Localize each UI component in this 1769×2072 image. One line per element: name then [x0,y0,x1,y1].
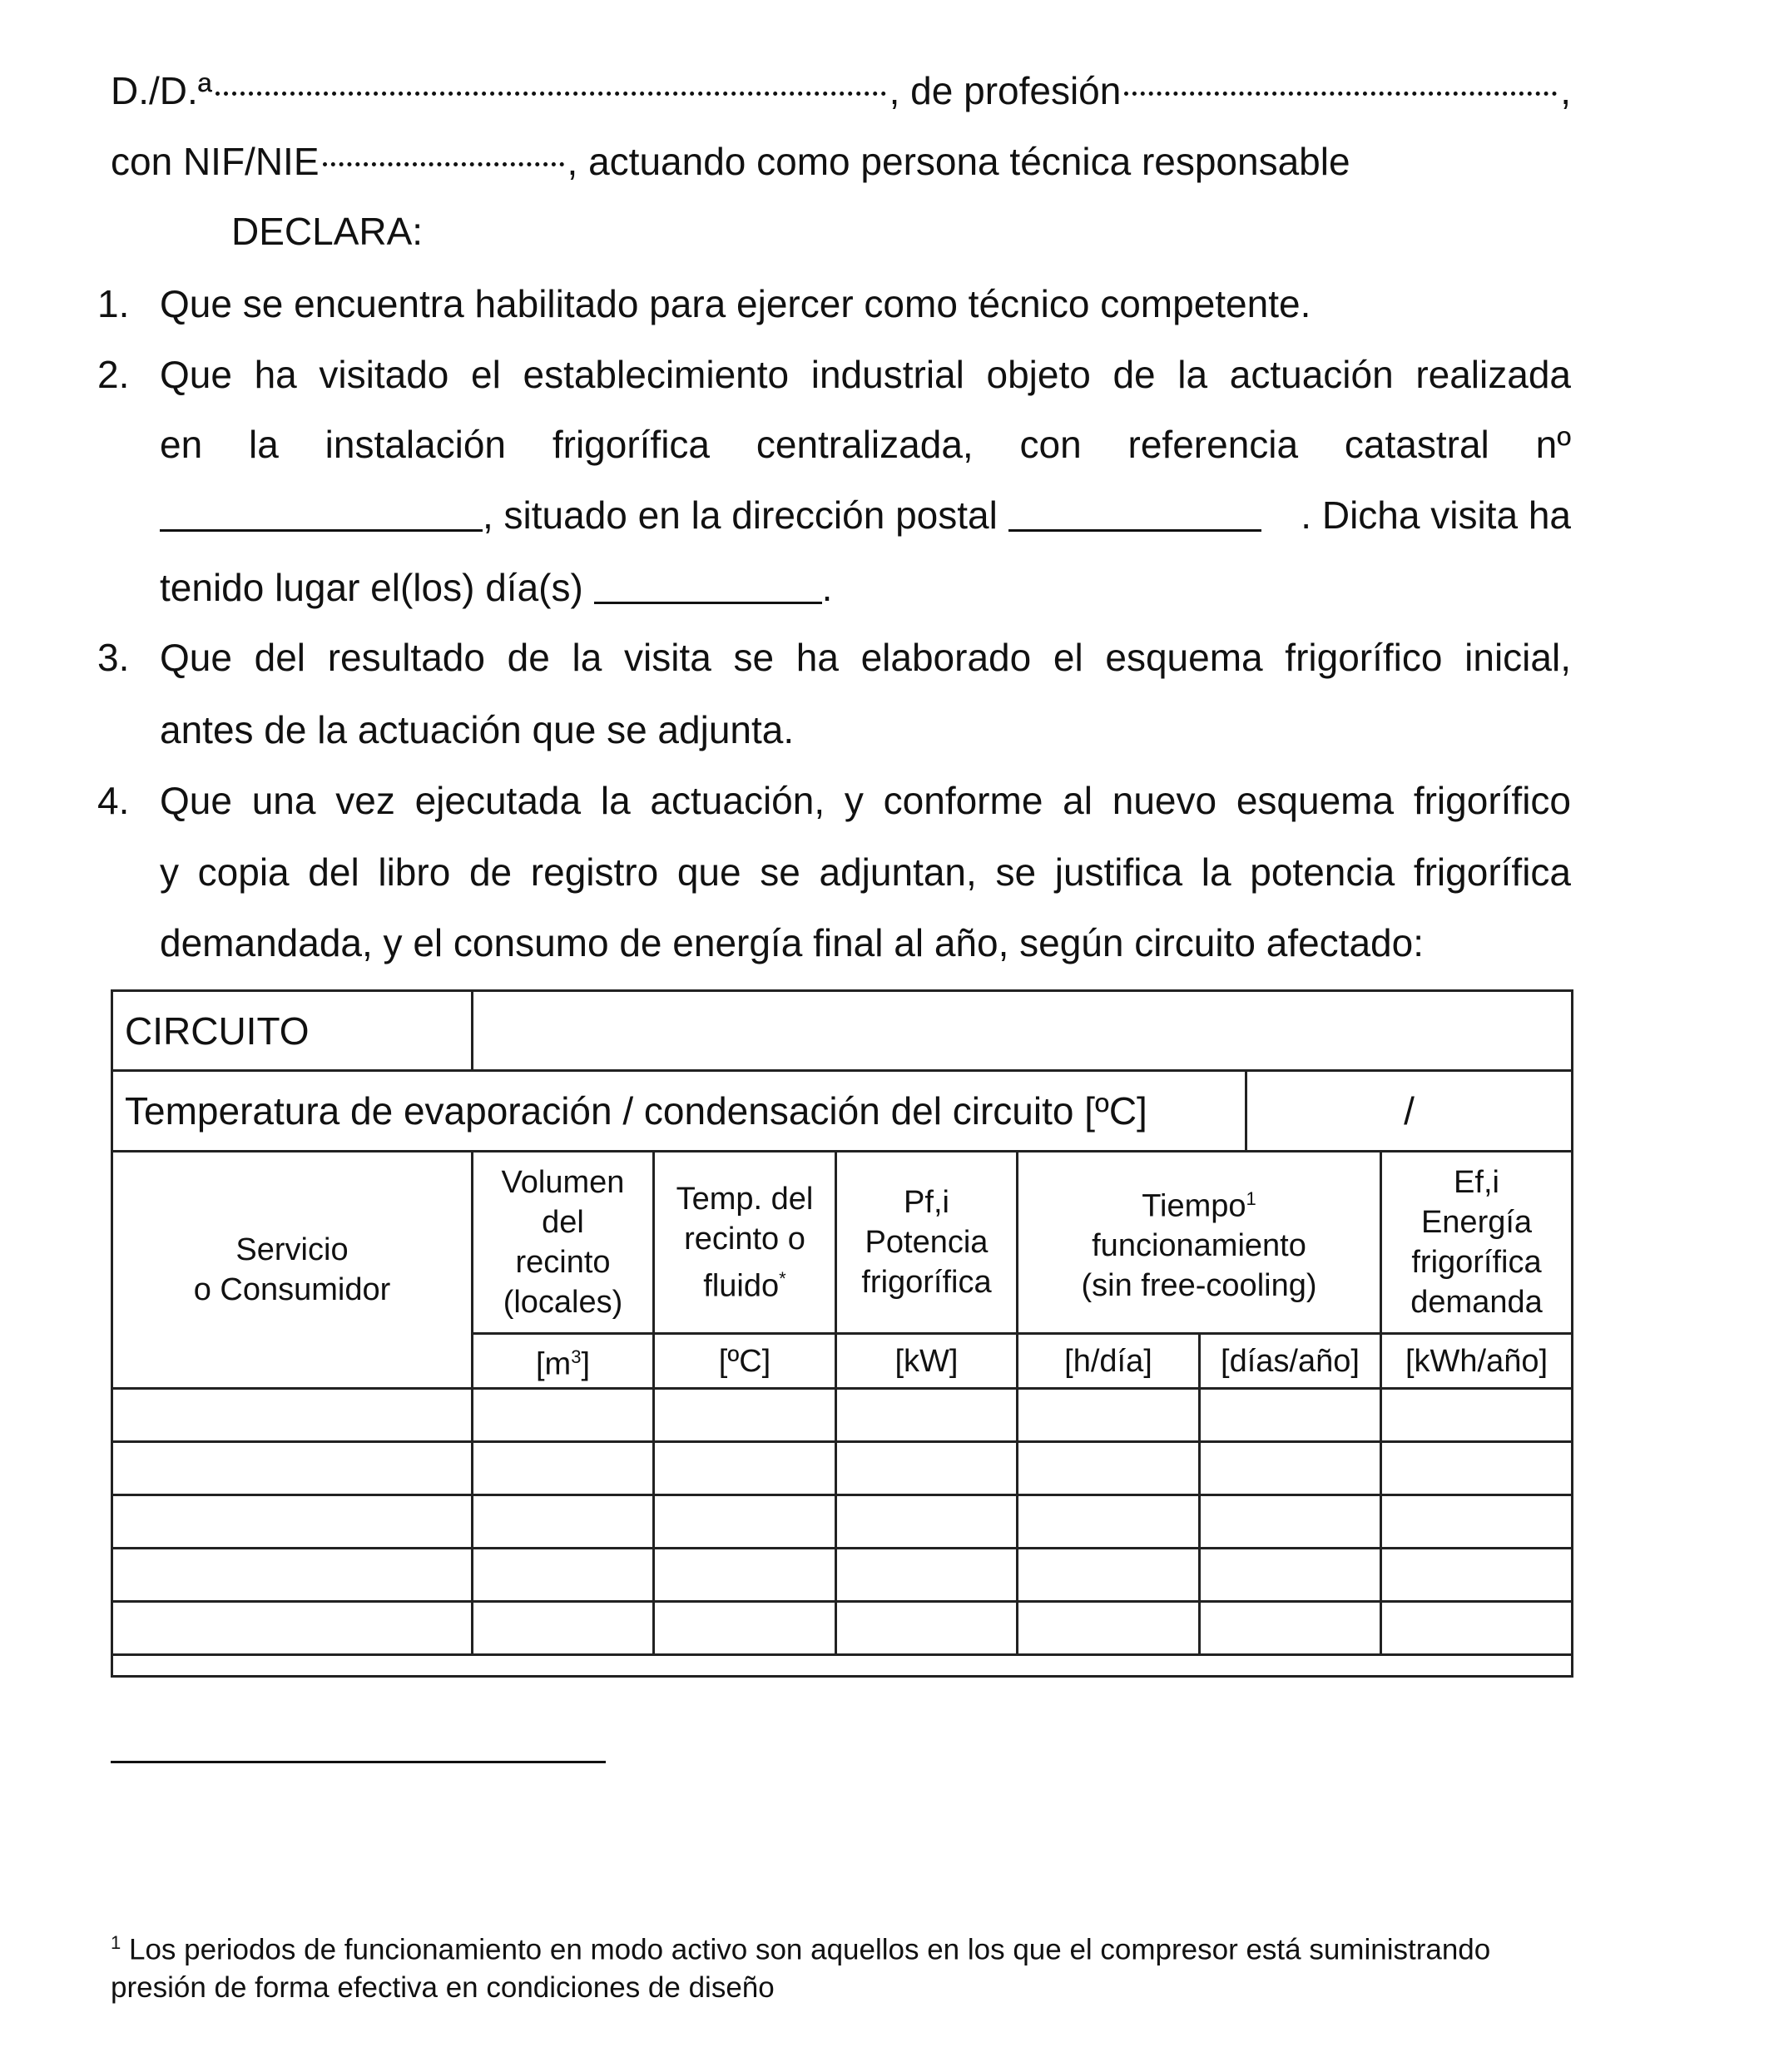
header-tiempo: Tiempo$^1$ funcionamiento (sin free-cooling) [1018,1152,1381,1334]
circuito-field[interactable] [473,991,1573,1071]
name-profession-line [111,55,1571,126]
table-cell[interactable] [654,1389,836,1442]
nif-field[interactable] [323,162,564,166]
table-cell[interactable] [112,1389,473,1442]
table-row [112,1549,1573,1602]
nif-line [111,126,1350,197]
item-number: 1. [97,282,130,325]
text: . Dicha visita ha [1301,493,1571,537]
table-cell[interactable] [473,1442,654,1495]
table-cell[interactable] [112,1602,473,1655]
unit-ef: [kWh/año] [1381,1334,1573,1389]
comma: , [1560,69,1571,112]
table-cell[interactable] [1381,1389,1573,1442]
table-row [112,1389,1573,1442]
temp-label: Temperatura de evaporación / condensación del circuito [ºC] [113,1072,1247,1150]
table-cell[interactable] [1018,1389,1200,1442]
unit-temp: [ºC] [654,1334,836,1389]
item-2-line [160,479,1571,551]
table-cell[interactable] [836,1495,1018,1549]
name-field[interactable] [216,92,886,96]
table-cell[interactable] [654,1602,836,1655]
table-cell[interactable] [654,1549,836,1602]
item-2-line: en la instalación frigorífica centralizada, con referencia catastral nº [160,423,1571,466]
table-cell[interactable] [473,1602,654,1655]
footnote: $^1$ Los periodos de funcionamiento en modo activo son aquellos en los que el compresor está suministrando presión de forma efectiva en condiciones de diseño [111,1932,1491,2004]
circuito-label: CIRCUITO [112,991,473,1071]
table-cell[interactable] [654,1495,836,1549]
address-field[interactable] [1008,529,1261,532]
item-2-line: Que ha visitado el establecimiento industrial objeto de la actuación realizada [160,353,1571,396]
nif-label: con NIF/NIE [111,140,320,183]
table-cell[interactable] [1200,1442,1381,1495]
unit-dias: [días/año] [1200,1334,1381,1389]
table-cell[interactable] [836,1549,1018,1602]
table-cell[interactable] [1018,1442,1200,1495]
table-cell[interactable] [112,1495,473,1549]
profession-field[interactable] [1124,92,1557,96]
table-cell[interactable] [1200,1602,1381,1655]
item-number: 4. [97,779,130,822]
table-cell[interactable] [1381,1442,1573,1495]
item-number: 2. [97,353,130,396]
table-cell[interactable] [473,1549,654,1602]
header-volumen: Volumen del recinto (locales) [473,1152,654,1334]
table-cell[interactable] [1200,1549,1381,1602]
header-ef: Ef,i Energía frigorífica demanda [1381,1152,1573,1334]
visit-date-field[interactable] [594,602,822,604]
table-cell[interactable] [473,1495,654,1549]
temp-field[interactable]: / [1404,1089,1415,1133]
item-4-line: demandada, y el consumo de energía final al año, según circuito afectado: [160,921,1424,964]
item-1-text: Que se encuentra habilitado para ejercer como técnico competente. [160,282,1311,325]
table-cell[interactable] [1018,1495,1200,1549]
item-2-line [160,552,832,623]
item-4-line: y copia del libro de registro que se adjuntan, se justifica la potencia frigorífica [160,850,1571,894]
table-row [112,1442,1573,1495]
name-label: D./D.ª [111,69,212,112]
catastral-field[interactable] [160,529,483,532]
nif-suffix: , actuando como persona técnica responsable [567,140,1350,183]
unit-hdia: [h/día] [1018,1334,1200,1389]
table-cell[interactable] [654,1442,836,1495]
table-cell[interactable] [1200,1389,1381,1442]
declara-heading: DECLARA: [231,210,424,253]
text: , situado en la dirección postal [483,493,1008,537]
table-cell[interactable] [1381,1602,1573,1655]
table-cell[interactable] [112,1549,473,1602]
header-pf: Pf,i Potencia frigorífica [836,1152,1018,1334]
unit-volumen: $[m^3]$ [473,1334,654,1389]
table-cell[interactable] [473,1389,654,1442]
table-cell[interactable] [836,1442,1018,1495]
header-servicio: Servicio o Consumidor [112,1152,473,1389]
circuit-table [111,989,1573,1678]
item-4-line: Que una vez ejecutada la actuación, y conforme al nuevo esquema frigorífico [160,779,1571,822]
table-row [112,1602,1573,1655]
item-3-line: Que del resultado de la visita se ha elaborado el esquema frigorífico inicial, [160,636,1571,679]
table-cell[interactable] [1381,1549,1573,1602]
item-number: 3. [97,636,130,679]
table-cell[interactable] [1200,1495,1381,1549]
table-cell[interactable] [1018,1549,1200,1602]
header-temp: Temp. del recinto o fluido* [654,1152,836,1334]
table-cell[interactable] [1381,1495,1573,1549]
table-cell[interactable] [1018,1602,1200,1655]
table-footer-row [112,1655,1573,1677]
unit-pf: [kW] [836,1334,1018,1389]
text: tenido lugar el(los) día(s) [160,566,594,609]
text: . [821,566,833,609]
footnote-separator [111,1761,606,1763]
table-cell[interactable] [836,1389,1018,1442]
table-cell[interactable] [836,1602,1018,1655]
table-cell[interactable] [112,1442,473,1495]
profession-label: , de profesión [889,69,1122,112]
item-3-line: antes de la actuación que se adjunta. [160,708,795,751]
table-row [112,1495,1573,1549]
